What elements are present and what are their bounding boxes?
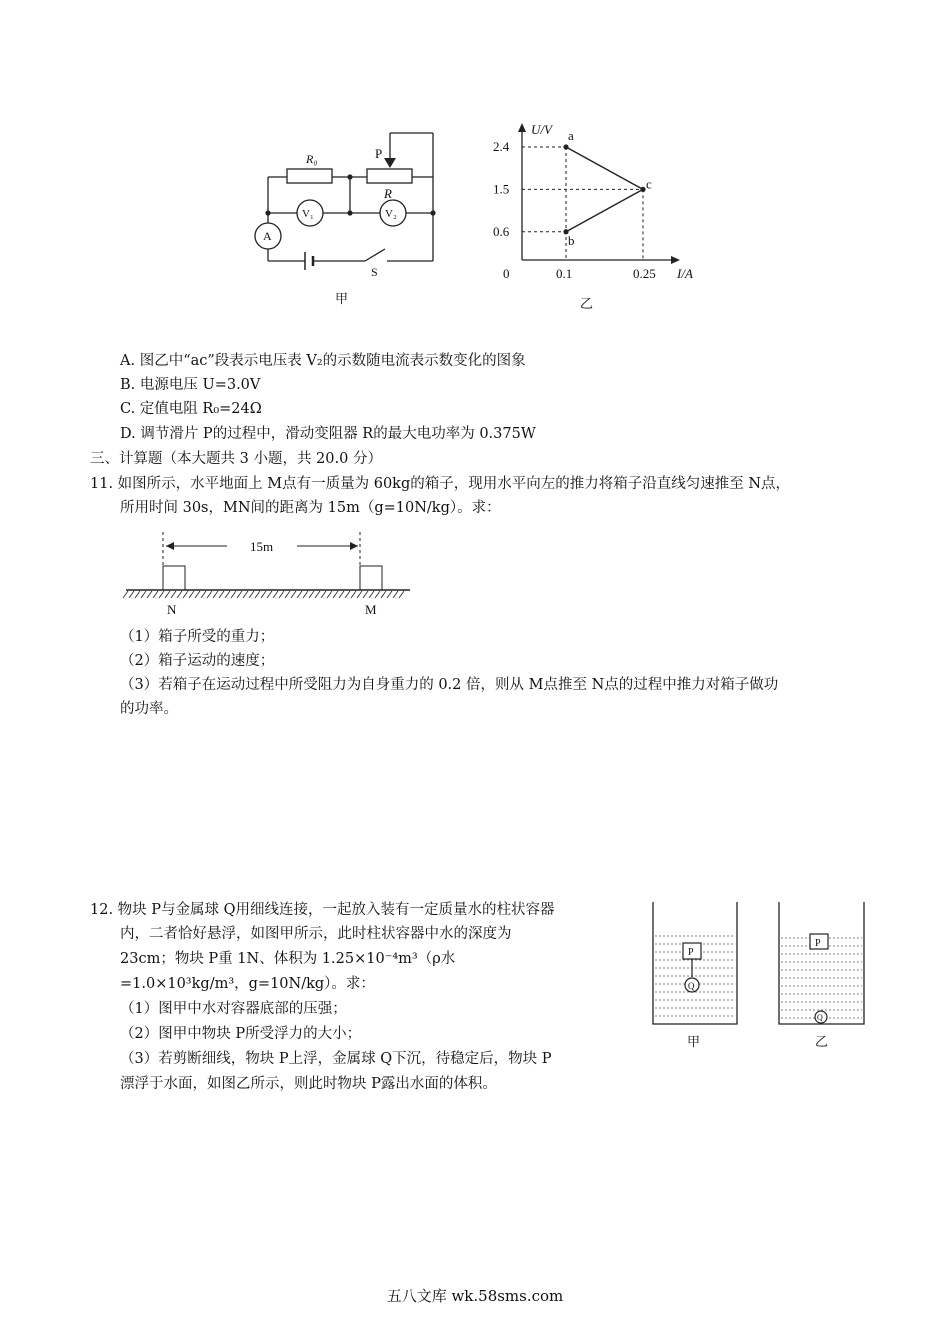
point-label-a: a [568, 128, 574, 143]
x-tick-label: 0.1 [556, 266, 573, 281]
circuit-caption: 甲 [335, 292, 349, 307]
block-p-label-right: P [815, 938, 821, 949]
ui-graph [485, 118, 715, 293]
q11-line1: 11. 如图所示，水平地面上 M点有一质量为 60kg的箱子，现用水平向左的推力将箱子沿直线匀速推至 N点， [90, 476, 791, 492]
series-ac [566, 147, 643, 189]
graph-caption: 乙 [580, 297, 594, 312]
box-at-m [360, 566, 382, 590]
option-b: B. 电源电压 U=3.0V [120, 377, 261, 393]
option-c: C. 定值电阻 R₀=24Ω [120, 401, 262, 417]
distance-label: 15m [250, 539, 274, 554]
y-axis-label: U/V [531, 122, 552, 137]
option-a: A. 图乙中“ac”段表示电压表 V₂的示数随电流表示数变化的图象 [120, 353, 526, 369]
q12-line3: 23cm；物块 P重 1N、体积为 1.25×10⁻⁴m³（ρ水 [120, 951, 456, 967]
q11-figure [122, 528, 412, 622]
y-tick-label: 1.5 [493, 181, 510, 197]
circuit-diagram [250, 128, 450, 313]
label-v1: V₁ [302, 208, 314, 220]
q11-line2: 所用时间 30s，MN间的距离为 15m（g=10N/kg）。求： [120, 500, 501, 516]
point-c [640, 187, 645, 192]
rheostat-r [367, 169, 412, 183]
point-label-b: b [568, 232, 575, 248]
point-label-c: c [646, 176, 652, 192]
label-r0: R₀ [306, 152, 318, 166]
label-s: S [371, 265, 378, 279]
q11-sub3: （3）若箱子在运动过程中所受阻力为自身重力的 0.2 倍，则从 M点推至 N点的过程中推力对箱子做功 [120, 677, 779, 693]
caption-left: 甲 [687, 1034, 701, 1049]
section-title: 三、计算题（本大题共 3 小题，共 20.0 分） [90, 451, 382, 467]
q12-sub3: （3）若剪断细线，物块 P上浮，金属球 Q下沉，待稳定后，物块 P [120, 1051, 552, 1067]
label-r: R [384, 186, 392, 201]
ball-q-label-right: Q [817, 1013, 823, 1022]
label-a: A [263, 229, 272, 243]
point-m-label: M [365, 602, 377, 617]
ball-q-label-left: Q [688, 981, 695, 991]
footer-watermark: 五八文库 wk.58sms.com [386, 1287, 564, 1305]
q12-line4: =1.0×10³kg/m³，g=10N/kg）。求： [120, 976, 375, 992]
q12-line1: 12. 物块 P与金属球 Q用细线连接，一起放入装有一定质量水的柱状容器 [90, 902, 555, 918]
label-p: P [375, 146, 383, 161]
point-a [563, 144, 568, 149]
q12-sub3b: 漂浮于水面，如图乙所示，则此时物块 P露出水面的体积。 [120, 1076, 497, 1092]
q12-line2: 内，二者恰好悬浮，如图甲所示，此时柱状容器中水的深度为 [120, 926, 512, 942]
point-n-label: N [167, 602, 177, 617]
q12-sub2: （2）图甲中物块 P所受浮力的大小； [120, 1026, 362, 1042]
option-d: D. 调节滑片 P的过程中，滑动变阻器 R的最大电功率为 0.375W [120, 426, 536, 442]
q11-sub1: （1）箱子所受的重力； [120, 629, 275, 645]
container-right [779, 902, 864, 1024]
label-v2: V₂ [385, 208, 397, 220]
x-tick-label: 0.25 [633, 266, 656, 281]
y-tick-label: 2.4 [493, 139, 510, 154]
q11-sub3b: 的功率。 [120, 701, 178, 717]
box-at-n [163, 566, 185, 590]
block-p-label-left: P [688, 947, 694, 958]
caption-right: 乙 [815, 1034, 829, 1049]
x-axis-label: I/A [677, 266, 693, 281]
q11-sub2: （2）箱子运动的速度； [120, 653, 275, 669]
q12-sub1: （1）图甲中水对容器底部的压强； [120, 1001, 347, 1017]
container-left [653, 902, 737, 1024]
resistor-r0 [287, 169, 332, 183]
series-bc [566, 189, 643, 231]
q12-figure [645, 896, 875, 1056]
origin-label: 0 [503, 266, 510, 281]
y-tick-label: 0.6 [493, 223, 510, 239]
